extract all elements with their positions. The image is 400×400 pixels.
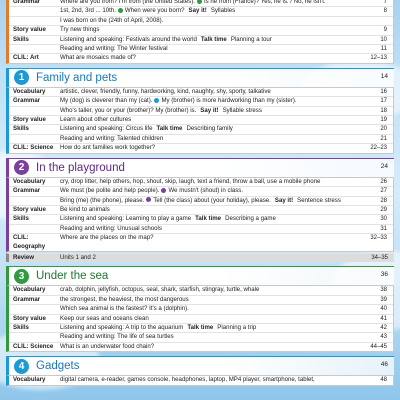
row-text (57, 135, 353, 143)
page-number: 29 (380, 206, 387, 213)
row-text (57, 88, 353, 96)
row-label: Skills (13, 125, 29, 133)
table-row (9, 6, 393, 15)
row-label: CLIL: Science (13, 342, 54, 350)
row-text-secondary: Tell (the class) about (your holiday), please. (153, 196, 271, 204)
row-text (57, 45, 353, 53)
row-tag: Say it! (274, 196, 294, 204)
row-text (57, 315, 353, 323)
table-row (9, 96, 393, 105)
unit-1 (6, 68, 394, 154)
page-number: 11 (380, 46, 387, 53)
page-number: 40 (380, 306, 387, 313)
row-text (57, 296, 353, 304)
unit-title: Under the sea (36, 270, 109, 283)
row-text (57, 286, 353, 294)
row-text-main: How do ant families work together? (60, 144, 156, 152)
row-text-main: Listening and speaking: Festivals around the world (60, 35, 197, 43)
table-row (9, 53, 393, 62)
contents-page (6, 0, 394, 386)
row-text-main: crab, dolphin, jellyfish, octopus, seal, shark, starfish, stingray, turtle, whale (60, 286, 260, 294)
table-row (9, 134, 393, 143)
row-label: CLIL: Geography (13, 234, 46, 250)
row-label: Grammar (13, 97, 41, 105)
table-row (9, 214, 393, 223)
row-text (57, 116, 353, 124)
row-text-main: Who's taller, you or your (brother)? My (brother) is. (60, 106, 197, 114)
row-text (57, 234, 353, 242)
table-row (9, 143, 393, 152)
row-tag-text: Syllable stress (222, 106, 262, 114)
unit-table (6, 177, 394, 252)
page-number: 30 (380, 216, 387, 223)
unit-page-number: 24 (380, 162, 388, 170)
review-page-number: 34–35 (371, 254, 388, 261)
row-text (57, 225, 353, 233)
intro-unit-table (6, 0, 394, 64)
row-tag-text: Sentence stress (297, 196, 341, 204)
table-row (9, 35, 393, 44)
table-row (9, 44, 393, 53)
row-text-main: the strongest, the heaviest, the most dangerous (60, 295, 189, 303)
row-text-main: Where are you from? I'm from (the United States). (60, 0, 195, 5)
row-text-main: I was born on the (24th of April, 2008). (60, 16, 164, 24)
table-row (9, 124, 393, 133)
review-text: Units 1 and 2 (60, 253, 96, 261)
table-row (9, 304, 393, 313)
page-number: 43 (380, 334, 387, 341)
units-list (6, 68, 394, 386)
row-text-main: Try new things (60, 26, 100, 34)
table-row (9, 332, 393, 341)
page-number: 38 (380, 287, 387, 294)
page-number: 22–23 (370, 145, 387, 152)
row-text-main: cry, drop litter, help others, hop, shout, skip, laugh, text a friend, throw a ball, use a mobile phone (60, 177, 321, 185)
row-text (57, 343, 353, 351)
table-row (9, 224, 393, 233)
page-number: 31 (380, 225, 387, 232)
row-label: Skills (13, 35, 29, 43)
row-text-main: Learn about other cultures (60, 116, 132, 124)
page-number: 44–45 (370, 343, 387, 350)
row-text-main: Keep our seas and oceans clean (60, 314, 149, 322)
row-text-main: What is an underwater food chain? (60, 342, 155, 350)
row-text-main: Reading and writing: The Winter festival (60, 45, 168, 53)
row-text (57, 36, 353, 44)
row-label: Story value (13, 26, 46, 34)
bullet-icon (161, 188, 166, 193)
page-number: 10 (380, 36, 387, 43)
table-row (9, 376, 393, 384)
row-text-main: Which sea animal is the fastest? It's a (dolphin). (60, 305, 189, 313)
bullet-icon (146, 197, 151, 202)
table-row (9, 323, 393, 332)
table-row (9, 295, 393, 304)
unit-table (6, 375, 394, 385)
row-text (57, 324, 353, 332)
unit-2 (6, 158, 394, 263)
row-text (57, 305, 353, 313)
row-text-main: My (dog) is cleverer than my (cat). (60, 97, 153, 105)
row-text-main: Listening and speaking: A trip to the aquarium (60, 323, 184, 331)
page-number: 20 (380, 126, 387, 133)
table-row (9, 233, 393, 251)
bullet-icon (118, 8, 123, 13)
unit-number-badge: 1 (13, 69, 30, 86)
page-number: 27 (380, 188, 387, 195)
table-row (9, 205, 393, 214)
unit-page-number: 46 (380, 361, 388, 369)
unit-number-badge: 2 (13, 159, 30, 176)
table-row (9, 196, 393, 205)
row-text (57, 97, 353, 105)
unit-number-badge: 3 (13, 268, 30, 285)
row-text-main: digital camera, e-reader, games console, headphones, laptop, MP4 player, smartphone, tablet, (60, 376, 315, 384)
row-text-main: 1st, 2nd, 3rd ... 10th. (60, 7, 116, 15)
unit-page-number: 14 (380, 72, 388, 80)
row-tag: Talk time (195, 215, 222, 223)
table-row (9, 16, 393, 25)
page-number: 19 (380, 117, 387, 124)
page-number: 21 (380, 135, 387, 142)
unit-title: Gadgets (36, 360, 80, 373)
table-row (9, 186, 393, 195)
table-row (9, 178, 393, 186)
row-text (57, 144, 353, 152)
page-number: 8 (383, 8, 387, 15)
row-label: Vocabulary (13, 177, 46, 185)
row-text-secondary: When were you born? (124, 7, 185, 15)
row-tag: Talk time (156, 125, 183, 133)
table-row (9, 0, 393, 6)
row-label: Skills (13, 215, 29, 223)
row-text-main: Listening and speaking: Learning to play a game (60, 215, 192, 223)
row-label: Skills (13, 323, 29, 331)
page-number: 28 (380, 197, 387, 204)
row-text (57, 7, 353, 15)
unit-3 (6, 266, 394, 352)
table-row (9, 314, 393, 323)
page-number: 26 (380, 178, 387, 185)
row-text (57, 187, 353, 195)
row-tag: Talk time (187, 323, 214, 331)
row-label: CLIL: Science (13, 144, 54, 152)
row-text (57, 333, 353, 341)
unit-title: Family and pets (36, 71, 118, 84)
row-text-main: Reading and writing: The life of sea turtles (60, 333, 174, 341)
bullet-icon (154, 98, 159, 103)
unit-table (6, 87, 394, 154)
unit-title: In the playground (36, 161, 125, 174)
row-label: Vocabulary (13, 376, 46, 384)
table-row (9, 88, 393, 96)
row-text (57, 54, 353, 62)
row-label: Grammar (13, 187, 41, 195)
page-number: 41 (380, 315, 387, 322)
table-row (9, 25, 393, 34)
page-number: 48 (380, 377, 387, 384)
unit-number-badge: 4 (13, 358, 30, 375)
unit-page-number: 36 (380, 271, 388, 279)
row-text-main: Where are the places on the map? (60, 234, 154, 242)
row-label: Grammar (13, 0, 41, 5)
row-label: Grammar (13, 295, 41, 303)
row-label: CLIL: Art (13, 54, 39, 62)
table-row (9, 342, 393, 351)
row-text (57, 178, 353, 186)
row-text-main: Reading and writing: Unusual schools (60, 224, 162, 232)
row-tag: Talk time (200, 35, 227, 43)
table-row (9, 115, 393, 124)
row-tag-text: Planning a tour (230, 35, 272, 43)
row-text-main: Listening and speaking: Circus life (60, 125, 153, 133)
row-label: Story value (13, 116, 46, 124)
review-label: Review (13, 253, 35, 261)
row-text (57, 197, 353, 205)
row-text (57, 17, 353, 25)
row-text-main: What are mosaics made of? (60, 54, 136, 62)
row-tag-text: Syllables (210, 7, 236, 15)
row-text-main: Be kind to animals (60, 205, 110, 213)
page-number: 42 (380, 324, 387, 331)
page-number: 17 (380, 98, 387, 105)
unit-table (6, 285, 394, 352)
page-number: 12–13 (370, 55, 387, 62)
unit-header[interactable] (6, 356, 394, 375)
page-number: 32–33 (370, 235, 387, 242)
row-text-main: Reading and writing: Talented children (60, 134, 164, 142)
unit-header[interactable] (6, 158, 394, 177)
review-row[interactable] (6, 253, 394, 262)
row-label: Story value (13, 205, 46, 213)
table-row (9, 106, 393, 115)
row-tag: Say it! (200, 106, 219, 114)
row-label: Vocabulary (13, 87, 46, 95)
row-text (57, 0, 353, 6)
row-text-secondary: My (brother) is more hardworking than my (sister). (161, 97, 297, 105)
row-text-main: We must (be polite and help people). (60, 187, 160, 195)
row-text (57, 376, 353, 384)
row-text (57, 215, 353, 223)
page-number: 9 (383, 27, 387, 34)
row-tag-text: Planning a trip (217, 323, 257, 331)
row-text (57, 125, 353, 133)
row-text-main: artistic, clever, friendly, funny, hardworking, kind, naughty, shy, sporty, talkative (60, 87, 271, 95)
row-text (57, 107, 353, 115)
row-text-secondary: We mustn't (shout) in class. (168, 187, 244, 195)
row-text (57, 206, 353, 214)
unit-4 (6, 356, 394, 385)
unit-header[interactable] (6, 266, 394, 285)
page-number: 16 (380, 88, 387, 95)
row-text (57, 26, 353, 34)
row-text-secondary: Is he from (France)? Yes, he is. / No, he isn't. (203, 0, 326, 5)
row-label: Vocabulary (13, 286, 46, 294)
bullet-icon (197, 0, 202, 4)
page-number: 39 (380, 296, 387, 303)
row-label: Story value (13, 314, 46, 322)
row-tag: Say it! (188, 7, 207, 15)
page-number: 7 (383, 0, 387, 5)
row-tag-text: Describing a game (225, 215, 276, 223)
unit-header[interactable] (6, 68, 394, 87)
table-row (9, 286, 393, 294)
row-tag-text: Describing family (186, 125, 233, 133)
row-text-main: Bring (me) (the phone), please. (60, 196, 145, 204)
page-number: 18 (380, 107, 387, 114)
